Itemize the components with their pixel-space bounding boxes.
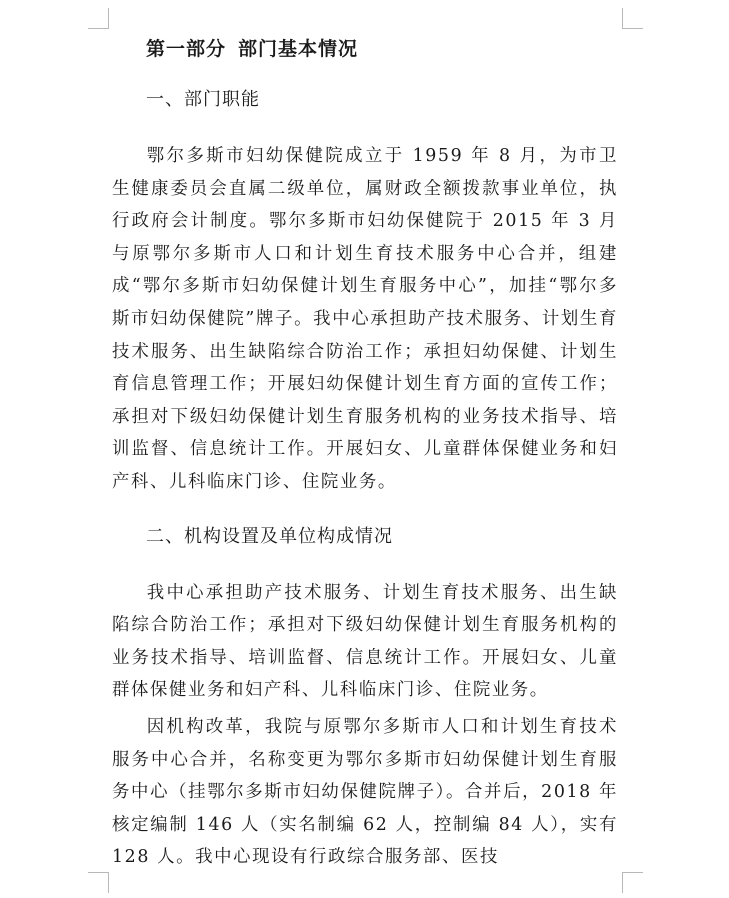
- section-heading-functions: 一、部门职能: [146, 89, 260, 110]
- document-body: [112, 28, 618, 874]
- part-title: [146, 28, 618, 70]
- paragraph-organization-2: 因机构改革，我院与原鄂尔多斯市人口和计划生育技术服务中心合并，名称变更为鄂尔多斯市妇幼保健计划生育服务中心（挂鄂尔多斯市妇幼保健院牌子）。合并后，2018 年核定编制 146 人（实名制编 62 人，控制编 84 人），实有 128 人。我中心现设有行政综合服务部、医技: [112, 716, 618, 868]
- crop-mark-top-right: [622, 8, 643, 29]
- paragraph-organization-1: 我中心承担助产技术服务、计划生育技术服务、出生缺陷综合防治工作；承担对下级妇幼保健计划生育服务机构的业务技术指导、培训监督、信息统计工作。开展妇女、儿童群体保健业务和妇产科、儿科临床门诊、住院业务。: [112, 582, 618, 701]
- section-heading-organization: 二、机构设置及单位构成情况: [146, 525, 393, 547]
- crop-mark-top-left: [88, 8, 109, 29]
- crop-mark-bottom-left: [88, 872, 109, 893]
- part-title-text: 部门基本情况: [238, 38, 359, 60]
- part-title-number: 第一部分: [146, 38, 227, 60]
- paragraph-functions: 鄂尔多斯市妇幼保健院成立于 1959 年 8 月，为市卫生健康委员会直属二级单位，属财政全额拨款事业单位，执行政府会计制度。鄂尔多斯市妇幼保健院于 2015 年 3 月与原鄂尔多斯市人口和计划生育技术服务中心合并，组建成“鄂尔多斯市妇幼保健计划生育服务中心”，加挂“鄂尔多斯市妇幼保健院”牌子。我中心承担助产技术服务、计划生育技术服务、出生缺陷综合防治工作；承担妇幼保健、计划生育信息管理工作；开展妇幼保健计划生育方面的宣传工作；承担对下级妇幼保健计划生育服务机构的业务技术指导、培训监督、信息统计工作。开展妇女、儿童群体保健业务和妇产科、儿科临床门诊、住院业务。: [112, 146, 618, 492]
- crop-mark-bottom-right: [622, 872, 643, 893]
